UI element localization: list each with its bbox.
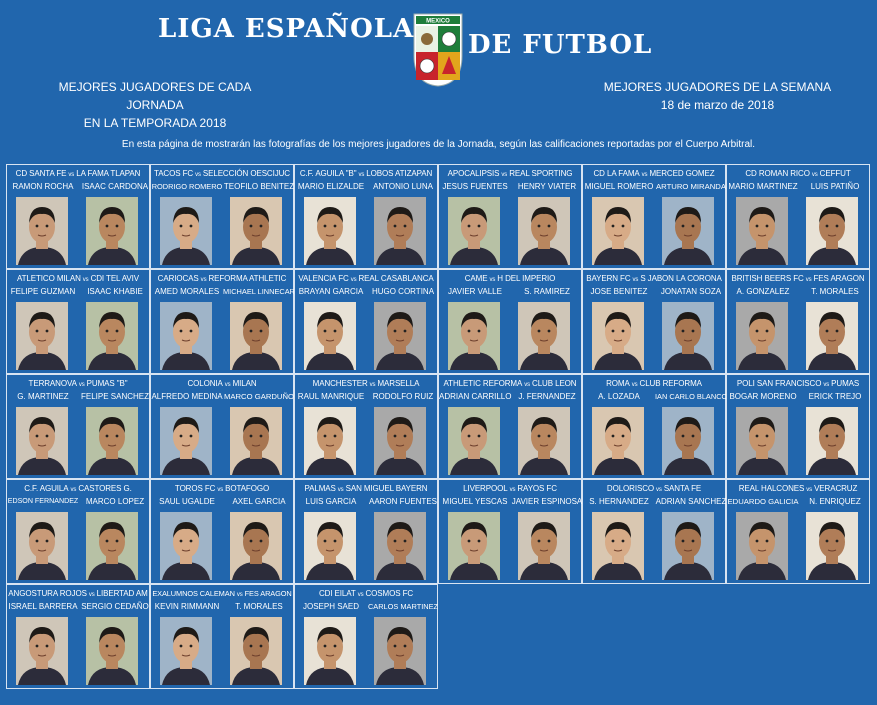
season-subtitle-line2: EN LA TEMPORADA 2018 <box>83 116 227 130</box>
vs-label: vs <box>82 277 89 283</box>
away-team: MARSELLA <box>377 379 420 388</box>
player-photo <box>806 407 858 475</box>
away-team: MILAN <box>232 379 257 388</box>
week-subtitle-line1: MEJORES JUGADORES DE LA SEMANA <box>603 80 832 94</box>
match-card <box>294 584 438 689</box>
week-subtitle <box>590 78 845 114</box>
vs-label: vs <box>369 382 376 388</box>
player-photo <box>304 197 356 265</box>
vs-label: vs <box>357 592 364 598</box>
player-photo <box>662 512 714 580</box>
match-title <box>583 169 725 178</box>
player-photo <box>736 512 788 580</box>
match-card <box>726 269 870 374</box>
player-photo <box>160 407 212 475</box>
match-title <box>295 274 437 283</box>
home-team: PALMAS <box>304 484 336 493</box>
player-name: A. GONZALEZ <box>736 287 790 296</box>
player-name: ISAAC CARDONA <box>81 182 149 191</box>
away-team: CDI TEL AVIV <box>90 274 140 283</box>
away-team: CLUB LEON <box>532 379 577 388</box>
home-team: DOLORISCO <box>606 484 654 493</box>
match-card <box>6 269 150 374</box>
player-name: S. HERNANDEZ <box>589 497 649 506</box>
match-card <box>6 164 150 269</box>
player-name: JOSEPH SAED <box>302 602 359 611</box>
player-name: S. RAMIREZ <box>524 287 570 296</box>
player-name: A. LOZADA <box>598 392 640 401</box>
player-photo <box>16 512 68 580</box>
match-card <box>294 164 438 269</box>
player-photo <box>374 407 426 475</box>
away-team: REAL CASABLANCA <box>358 274 434 283</box>
vs-label: vs <box>200 277 207 283</box>
vs-label: vs <box>350 277 357 283</box>
player-photo <box>806 197 858 265</box>
vs-label: vs <box>631 382 638 388</box>
match-title <box>583 484 725 493</box>
match-title <box>151 274 293 283</box>
player-name: ANTONIO LUNA <box>373 182 433 191</box>
match-title <box>583 274 725 283</box>
player-photo <box>518 512 570 580</box>
match-card <box>726 164 870 269</box>
player-photo <box>736 407 788 475</box>
match-title <box>151 379 293 388</box>
player-photo <box>86 302 138 370</box>
match-title <box>439 379 581 388</box>
match-card <box>582 164 726 269</box>
vs-label: vs <box>656 487 662 493</box>
player-photo <box>592 407 644 475</box>
vs-label: vs <box>70 487 77 493</box>
home-team: CD LA FAMA <box>593 169 640 178</box>
player-photo <box>230 512 282 580</box>
player-photo <box>736 302 788 370</box>
home-team: C.F. AGUILA "B" <box>299 169 357 178</box>
home-team: POLI SAN FRANCISCO <box>736 379 822 388</box>
home-team: ANGOSTURA ROJOS <box>8 589 87 598</box>
away-team: BOTAFOGO <box>225 484 270 493</box>
intro-text: En esta página de mostrarán las fotografías de los mejores jugadores de la Jornada, según las calificaciones reportadas por el Cuerpo Arbitral. <box>121 139 756 150</box>
player-name: FELIPE SANCHEZ <box>80 392 149 401</box>
player-photo <box>592 302 644 370</box>
away-team: FES ARAGON <box>813 274 865 283</box>
player-name: ISRAEL BARRERA <box>8 602 78 611</box>
match-card <box>150 479 294 584</box>
player-name: FELIPE GUZMAN <box>10 287 76 296</box>
player-name: MIGUEL YESCAS <box>442 497 508 506</box>
player-name: ADRIAN CARRILLO <box>439 392 512 401</box>
home-team: ATLETICO MILAN <box>16 274 81 283</box>
player-name: T. MORALES <box>811 287 859 296</box>
player-photo <box>16 302 68 370</box>
match-card <box>582 374 726 479</box>
away-team: RAYOS FC <box>517 484 557 493</box>
away-team: REFORMA ATHLETIC <box>208 274 287 283</box>
player-name: JESUS FUENTES <box>442 182 508 191</box>
vs-label: vs <box>78 382 85 388</box>
home-team: REAL HALCONES <box>738 484 805 493</box>
match-card <box>294 374 438 479</box>
player-photo <box>518 197 570 265</box>
vs-label: vs <box>641 172 648 178</box>
week-date: 18 de marzo de 2018 <box>660 98 775 112</box>
player-photo <box>86 197 138 265</box>
player-name: AXEL GARCIA <box>232 497 286 506</box>
match-card <box>6 374 150 479</box>
player-name: RODOLFO RUIZ <box>372 392 434 401</box>
away-team: SELECCIÓN OESCIJUC <box>202 169 290 178</box>
match-card <box>726 374 870 479</box>
match-title <box>439 169 581 178</box>
player-name: KEVIN RIMMANN <box>154 602 220 611</box>
match-title <box>295 169 437 178</box>
player-photo <box>662 407 714 475</box>
home-team: CD ROMAN RICO <box>745 169 810 178</box>
vs-label: vs <box>358 172 365 178</box>
match-title <box>583 379 725 388</box>
player-name: MIGUEL ROMERO <box>584 182 654 191</box>
vs-label: vs <box>805 277 812 283</box>
player-name: ALFREDO MEDINA <box>151 392 223 401</box>
player-photo <box>662 302 714 370</box>
home-team: C.F. AGUILA <box>24 484 69 493</box>
match-title <box>439 484 581 493</box>
vs-label: vs <box>489 277 496 283</box>
vs-label: vs <box>195 172 201 178</box>
player-name: LUIS PATIÑO <box>810 182 860 191</box>
home-team: CD SANTA FE <box>15 169 67 178</box>
player-name: JOSE BENITEZ <box>590 287 648 296</box>
player-photo <box>160 617 212 685</box>
league-title-left: LIGA ESPAÑOLA <box>158 14 415 44</box>
player-photo <box>592 197 644 265</box>
player-name: JAVIER ESPINOSA <box>511 497 583 506</box>
match-card <box>438 479 582 584</box>
player-name: BOGAR MORENO <box>729 392 797 401</box>
away-team: FES ARAGON <box>244 589 292 598</box>
player-photo <box>230 617 282 685</box>
away-team: S JABON LA CORONA <box>640 274 722 283</box>
home-team: COLONIA <box>187 379 223 388</box>
match-title <box>7 274 149 283</box>
player-name: AMED MORALES <box>154 287 220 296</box>
player-photo <box>86 512 138 580</box>
match-title <box>151 169 293 178</box>
away-team: SAN MIGUEL BAYERN <box>345 484 428 493</box>
match-title <box>151 589 293 598</box>
player-photo <box>374 302 426 370</box>
player-name: ISAAC KHABIE <box>87 287 143 296</box>
match-card <box>150 584 294 689</box>
home-team: BRITISH BEERS FC <box>731 274 804 283</box>
match-title <box>295 589 437 598</box>
home-team: ROMA <box>606 379 630 388</box>
player-photo <box>518 407 570 475</box>
player-name: MARCO GARDUÑO <box>223 392 295 401</box>
match-title <box>727 169 869 178</box>
league-crest-logo <box>412 12 464 88</box>
player-photo <box>806 302 858 370</box>
player-photo <box>160 197 212 265</box>
away-team: PUMAS <box>831 379 860 388</box>
away-team: H DEL IMPERIO <box>497 274 556 283</box>
player-name: T. MORALES <box>235 602 283 611</box>
player-name: CARLOS MARTINEZ <box>367 602 439 611</box>
player-name: ADRIAN SANCHEZ <box>655 497 727 506</box>
player-name: TEOFILO BENITEZ <box>223 182 295 191</box>
player-photo <box>160 302 212 370</box>
away-team: CLUB REFORMA <box>639 379 702 388</box>
player-name: MARIO MARTINEZ <box>728 182 798 191</box>
player-photo <box>86 617 138 685</box>
player-name: N. ENRIQUEZ <box>809 497 861 506</box>
vs-label: vs <box>811 172 818 178</box>
player-name: MARIO ELIZALDE <box>297 182 365 191</box>
player-name: HUGO CORTINA <box>371 287 435 296</box>
player-name: SERGIO CEDAÑO <box>81 602 149 611</box>
player-photo <box>806 512 858 580</box>
home-team: TOROS FC <box>174 484 216 493</box>
player-photo <box>374 617 426 685</box>
vs-label: vs <box>224 382 231 388</box>
match-title <box>727 484 869 493</box>
match-title <box>7 484 149 493</box>
player-photo <box>304 407 356 475</box>
vs-label: vs <box>236 592 243 598</box>
player-name: RAUL MANRIQUE <box>297 392 365 401</box>
match-title <box>7 589 149 598</box>
match-card <box>582 479 726 584</box>
match-card <box>582 269 726 374</box>
match-card <box>150 164 294 269</box>
home-team: CARIOCAS <box>157 274 199 283</box>
player-photo <box>304 302 356 370</box>
match-title <box>727 274 869 283</box>
away-team: REAL SPORTING <box>509 169 573 178</box>
home-team: CAME <box>464 274 488 283</box>
away-team: SANTA FE <box>663 484 702 493</box>
home-team: TERRANOVA <box>28 379 77 388</box>
player-photo <box>304 512 356 580</box>
home-team: VALENCIA FC <box>298 274 349 283</box>
match-card <box>6 584 150 689</box>
player-name: BRAYAN GARCIA <box>298 287 364 296</box>
season-subtitle <box>30 78 280 132</box>
player-photo <box>374 197 426 265</box>
match-card <box>150 269 294 374</box>
match-card <box>150 374 294 479</box>
match-card <box>438 269 582 374</box>
away-team: LOBOS ATIZAPAN <box>366 169 433 178</box>
match-card <box>438 164 582 269</box>
player-name: EDUARDO GALICIA <box>727 497 799 506</box>
player-photo <box>448 407 500 475</box>
player-photo <box>518 302 570 370</box>
match-card <box>294 479 438 584</box>
player-photo <box>230 302 282 370</box>
home-team: CDI EILAT <box>318 589 356 598</box>
match-card <box>726 479 870 584</box>
player-name: RAMON ROCHA <box>12 182 74 191</box>
home-team: MANCHESTER <box>312 379 368 388</box>
vs-label: vs <box>88 592 95 598</box>
player-name: HENRY VIATER <box>517 182 577 191</box>
player-name: AARON FUENTES <box>368 497 437 506</box>
match-title <box>295 484 437 493</box>
vs-label: vs <box>68 172 75 178</box>
player-name: ERICK TREJO <box>808 392 862 401</box>
vs-label: vs <box>501 172 508 178</box>
svg-text:MEXICO: MEXICO <box>426 18 450 25</box>
player-name: J. FERNANDEZ <box>518 392 576 401</box>
away-team: LIBERTAD AM <box>96 589 148 598</box>
match-title <box>295 379 437 388</box>
player-name: RODRIGO ROMERO <box>151 182 223 191</box>
player-photo <box>448 512 500 580</box>
player-name: IAN CARLO BLANCO <box>655 392 728 401</box>
match-card <box>438 374 582 479</box>
player-photo <box>16 197 68 265</box>
player-name: G. MARTINEZ <box>17 392 69 401</box>
player-photo <box>662 197 714 265</box>
player-name: JAVIER VALLE <box>448 287 502 296</box>
player-name: EDSON FERNANDEZ <box>7 497 79 505</box>
league-title-right: DE FUTBOL <box>468 30 653 60</box>
player-photo <box>230 197 282 265</box>
player-photo <box>448 302 500 370</box>
player-name: ARTURO MIRANDA <box>656 182 726 191</box>
match-title <box>7 169 149 178</box>
vs-label: vs <box>632 277 639 283</box>
home-team: LIVERPOOL <box>463 484 508 493</box>
vs-label: vs <box>337 487 344 493</box>
match-title <box>151 484 293 493</box>
best-players-grid <box>6 164 870 689</box>
home-team: EXALUMNOS CALEMAN <box>152 589 235 598</box>
match-title <box>7 379 149 388</box>
home-team: ATHLETIC REFORMA <box>443 379 523 388</box>
vs-label: vs <box>524 382 531 388</box>
player-name: SAUL UGALDE <box>159 497 215 506</box>
away-team: COSMOS FC <box>365 589 414 598</box>
vs-label: vs <box>823 382 830 388</box>
away-team: VERACRUZ <box>814 484 858 493</box>
away-team: CEFFUT <box>819 169 851 178</box>
player-name: MARCO LOPEZ <box>85 497 145 506</box>
match-card <box>6 479 150 584</box>
away-team: PUMAS "B" <box>86 379 128 388</box>
away-team: MERCED GOMEZ <box>649 169 715 178</box>
player-photo <box>448 197 500 265</box>
player-photo <box>736 197 788 265</box>
match-card <box>294 269 438 374</box>
vs-label: vs <box>806 487 813 493</box>
vs-label: vs <box>217 487 224 493</box>
player-photo <box>16 617 68 685</box>
match-title <box>727 379 869 388</box>
away-team: CASTORES G. <box>78 484 132 493</box>
player-name: LUIS GARCIA <box>305 497 357 506</box>
player-photo <box>304 617 356 685</box>
match-title <box>439 274 581 283</box>
player-photo <box>160 512 212 580</box>
away-team: LA FAMA TLAPAN <box>76 169 141 178</box>
player-name: MICHAEL LINNECAR <box>223 287 296 296</box>
player-photo <box>592 512 644 580</box>
home-team: APOCALIPSIS <box>447 169 500 178</box>
player-photo <box>230 407 282 475</box>
home-team: TACOS FC <box>154 169 194 178</box>
vs-label: vs <box>509 487 516 493</box>
home-team: BAYERN FC <box>586 274 631 283</box>
player-photo <box>374 512 426 580</box>
season-subtitle-line1: MEJORES JUGADORES DE CADA JORNADA <box>58 80 252 112</box>
player-photo <box>16 407 68 475</box>
player-name: JONATAN SOZA <box>660 287 722 296</box>
player-photo <box>86 407 138 475</box>
